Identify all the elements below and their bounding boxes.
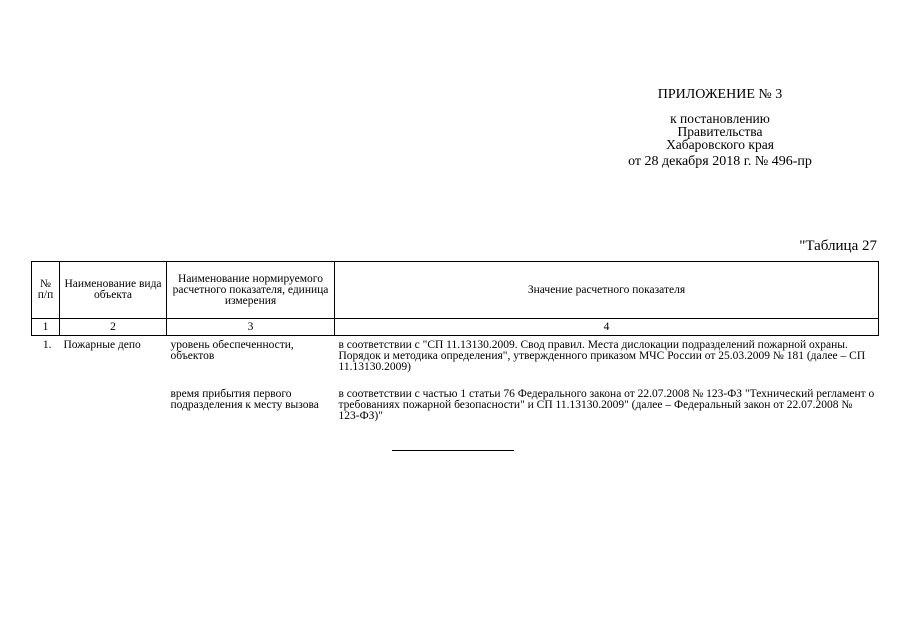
column-number-4: 4 — [335, 319, 879, 336]
header-cell-value: Значение расчетного показателя — [335, 262, 879, 319]
table-label: "Таблица 27 — [799, 238, 877, 254]
header-line-3: Хабаровского края — [666, 137, 774, 152]
indicators-table — [31, 261, 879, 424]
object-type-cell: Пожарные депо — [63, 339, 141, 351]
header-cell-indicator: Наименование нормируемого расчетного показателя, единица измерения — [167, 262, 335, 319]
decree-date: от 28 декабря 2018 г. № 496-пр — [628, 154, 812, 169]
column-number-2: 2 — [60, 319, 167, 336]
object-type-cell — [60, 375, 167, 424]
table-row — [32, 375, 879, 424]
column-numbers-row — [32, 319, 879, 336]
header-line-2: Правительства — [677, 124, 763, 139]
header-cell-object-type: Наименование вида объекта — [60, 262, 167, 319]
header-line-1: к постановлению — [670, 111, 770, 126]
table-header-row — [32, 262, 879, 319]
appendix-title: ПРИЛОЖЕНИЕ № 3 — [657, 87, 783, 102]
column-number-3: 3 — [167, 319, 335, 336]
table-row — [32, 336, 879, 376]
value-cell: в соответствии с "СП 11.13130.2009. Свод правил. Места дислокации подразделений пожарной охраны. Порядок и методика определения", утвержденного приказом МЧС России от 25.03.2009 № 181 (далее – СП 11.13130.2009) — [338, 339, 866, 373]
indicator-cell: время прибытия первого подразделения к месту вызова — [170, 388, 319, 411]
header-cell-number: № п/п — [32, 262, 60, 319]
column-number-1: 1 — [32, 319, 60, 336]
row-number — [32, 375, 60, 424]
row-number: 1. — [42, 339, 52, 351]
appendix-header — [600, 88, 840, 169]
end-divider-line — [392, 450, 514, 451]
indicator-cell: уровень обеспеченности, объектов — [170, 339, 294, 362]
value-cell: в соответствии с частью 1 статьи 76 Федерального закона от 22.07.2008 № 123-ФЗ "Технический регламент о требованиях пожарной безопасности" и СП 11.13130.2009" (далее – Федеральный закон от 22.07.2008 № 123-ФЗ)" — [338, 388, 875, 422]
